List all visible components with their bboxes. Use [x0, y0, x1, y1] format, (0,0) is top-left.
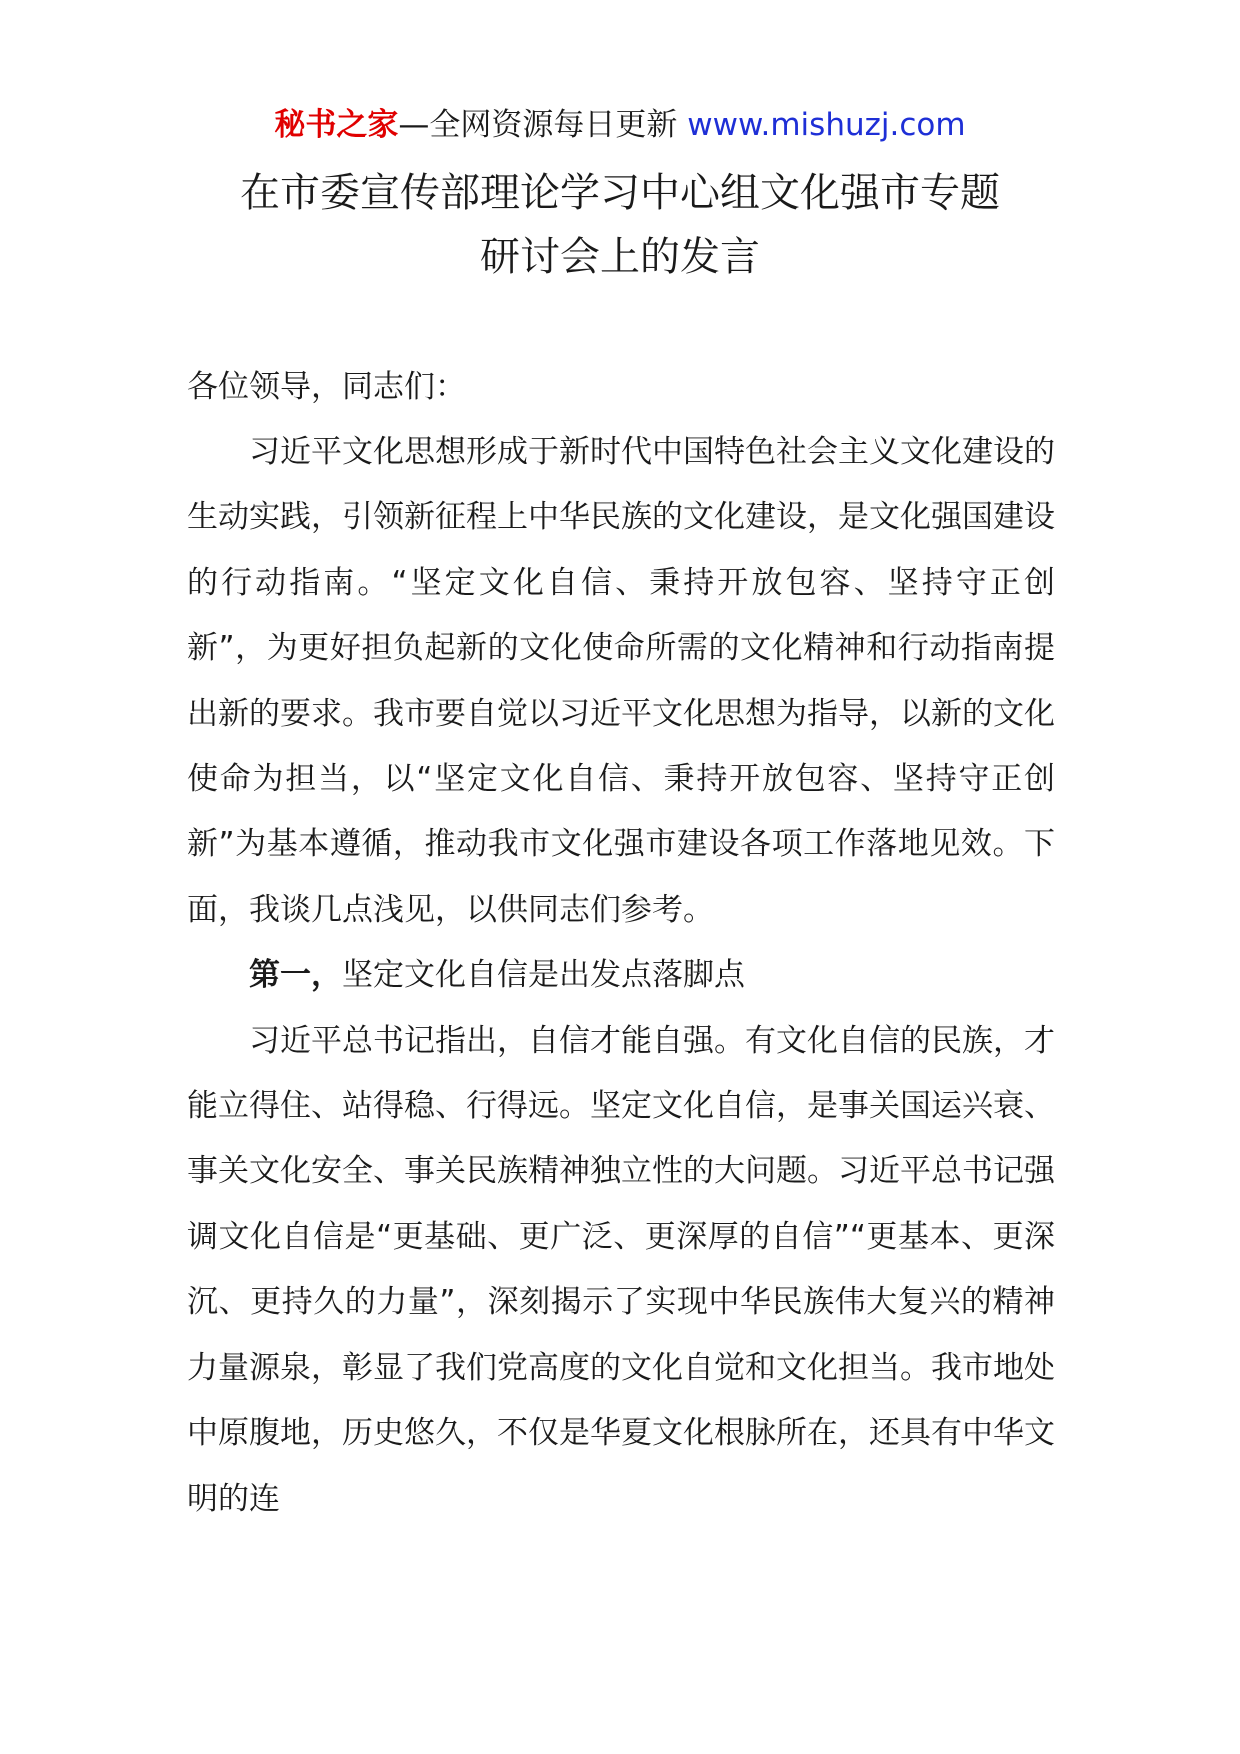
section-heading-title: 坚定文化自信是出发点落脚点 — [342, 957, 745, 994]
title-line-1: 在市委宣传部理论学习中心组文化强市专题 — [240, 170, 1000, 216]
salutation: 各位领导，同志们： — [187, 369, 466, 405]
section-heading-lead: 第一， — [249, 957, 342, 994]
site-name: 秘书之家 — [274, 107, 399, 143]
section-heading-1 — [187, 943, 1055, 1008]
paragraph-intro: 习近平文化思想形成于新时代中国特色社会主义文化建设的生动实践，引领新征程上中华民族的文化建设，是文化强国建设的行动指南。“坚定文化自信、秉持开放包容、坚持守正创新”，为更好担负起新的文化使命所需的文化精神和行动指南提出新的要求。我市要自觉以习近平文化思想为指导，以新的文化使命为担当，以“坚定文化自信、秉持开放包容、坚持守正创新”为基本遵循，推动我市文化强市建设各项工作落地见效。下面，我谈几点浅见，以供同志们参考。 — [187, 434, 1055, 928]
site-header — [0, 98, 1240, 152]
site-url-link[interactable]: www.mishuzj.com — [687, 107, 966, 143]
paragraph-section-1: 习近平总书记指出，自信才能自强。有文化自信的民族，才能立得住、站得稳、行得远。坚定文化自信，是事关国运兴衰、事关文化安全、事关民族精神独立性的大问题。习近平总书记强调文化自信是“更基础、更广泛、更深厚的自信”“更基本、更深沉、更持久的力量”，深刻揭示了实现中华民族伟大复兴的精神力量源泉，彰显了我们党高度的文化自觉和文化担当。我市地处中原腹地，历史悠久，不仅是华夏文化根脉所在，还具有中华文明的连 — [187, 1022, 1055, 1517]
site-tagline: —全网资源每日更新 — [398, 107, 688, 143]
document-title — [0, 161, 1240, 289]
document-body — [187, 420, 1055, 1532]
title-line-2: 研讨会上的发言 — [480, 234, 760, 280]
